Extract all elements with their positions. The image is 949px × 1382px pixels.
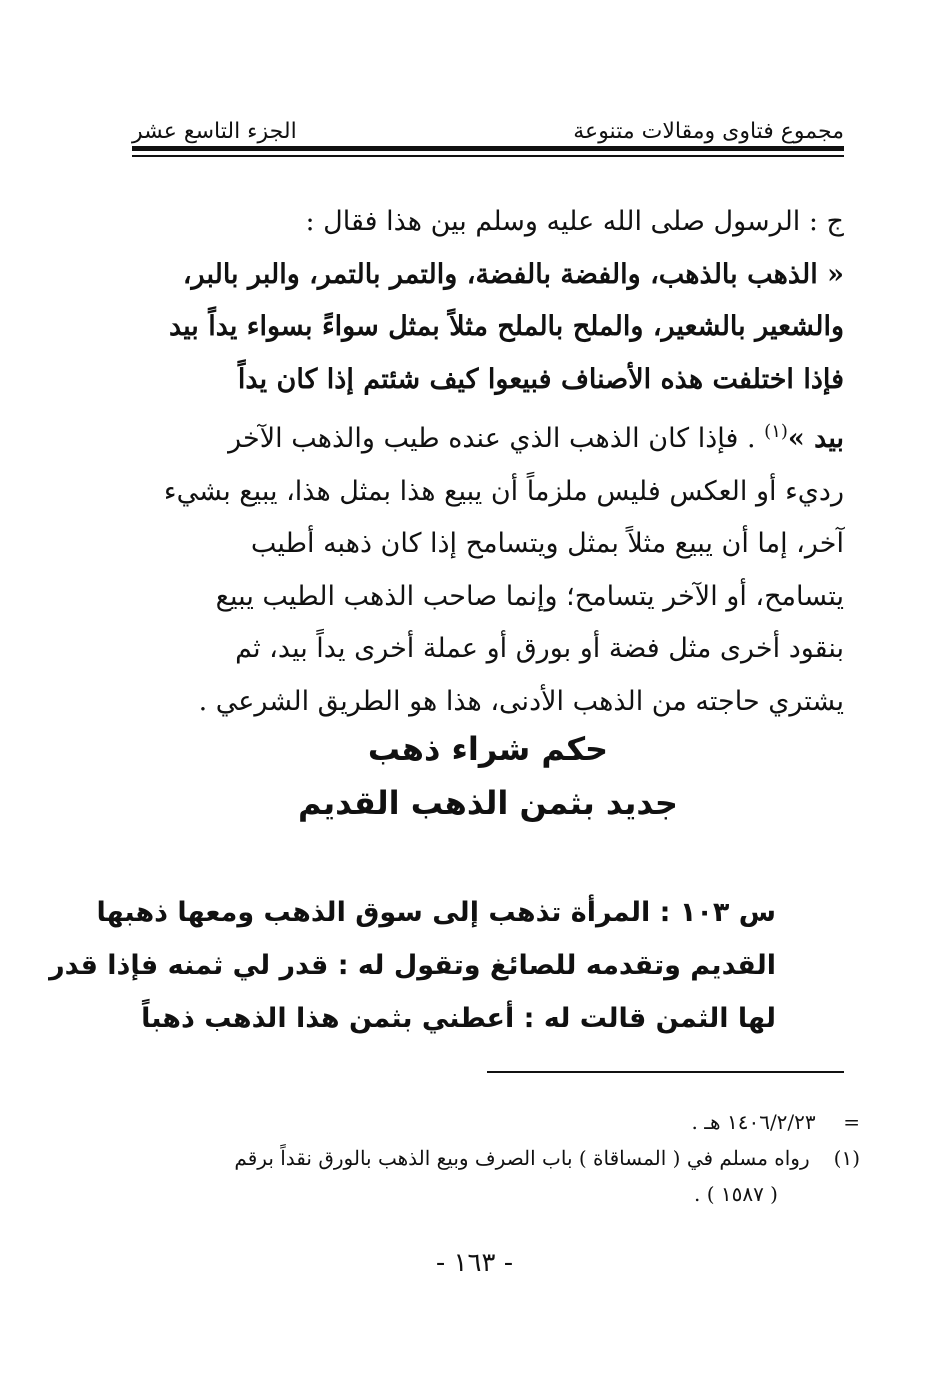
continuation-text: ١٤٠٦/٢/٢٣ هـ . [691,1110,816,1134]
header-rule-thin [132,155,844,157]
volume-label: الجزء التاسع عشر [132,119,297,144]
page-number: - ١٦٣ - [435,1248,514,1278]
question-line: القديم وتقدمه للصائغ وتقول له : قدر لي ثمنه فإذا قدر [49,950,776,981]
body-line: آخر، إما أن يبيع مثلاً بمثل ويتسامح إذا كان ذهبه أطيب [250,528,844,559]
footnote-number: (١) [833,1146,860,1170]
body-line: يتسامح، أو الآخر يتسامح؛ وإنما صاحب الذهب الطيب يبيع [215,580,844,612]
body-line: بنقود أخرى مثل فضة أو بورق أو عملة أخرى يداً بيد، ثم [235,633,844,664]
book-title: مجموع فتاوى ومقالات متنوعة [573,119,844,144]
footnote-separator [487,1071,844,1073]
body-line [128,406,844,466]
answer-text [128,196,844,728]
footnote-ref: (١) [764,421,788,442]
question-line: س ١٠٣ : المرأة تذهب إلى سوق الذهب ومعها ذهبها [96,897,776,928]
footnote-continuation [130,1104,860,1140]
hadith-end: بيد » [787,423,844,454]
footnote-1-cont: ( ١٥٨٧ ) . [693,1182,778,1206]
running-header [132,108,844,144]
footnote-text: رواه مسلم في ( المساقاة ) باب الصرف وبيع الذهب بالورق نقداً برقم [234,1146,810,1170]
footnotes [130,1104,860,1212]
section-title-line-2: جديد بثمن الذهب القديم [298,784,678,822]
body-line: ج : الرسول صلى الله عليه وسلم بين هذا فقال : [305,206,844,237]
header-rule-thick [132,146,844,151]
hadith-line: فإذا اختلفت هذه الأصناف فبيعوا كيف شئتم إذا كان يداً [237,363,844,395]
hadith-line: « الذهب بالذهب، والفضة بالفضة، والتمر بالتمر، والبر بالبر، [182,258,844,290]
body-line-rest: . فإذا كان الذهب الذي عنده طيب والذهب الآخر [228,423,756,454]
footnote-1 [130,1140,860,1176]
question-text [49,886,776,1045]
body-line: يشتري حاجته من الذهب الأدنى، هذا هو الطريق الشرعي . [198,685,844,717]
body-line: رديء أو العكس فليس ملزماً أن يبيع هذا بمثل هذا، يبيع بشيء [163,475,844,507]
question-line: لها الثمن قالت له : أعطني بثمن هذا الذهب ذهباً [141,1003,776,1034]
hadith-line: والشعير بالشعير، والملح بالملح مثلاً بمثل سواءً بسواء يداً بيد [168,311,844,342]
continuation-marker: = [843,1110,860,1134]
section-title-line-1: حكم شراء ذهب [367,730,609,768]
